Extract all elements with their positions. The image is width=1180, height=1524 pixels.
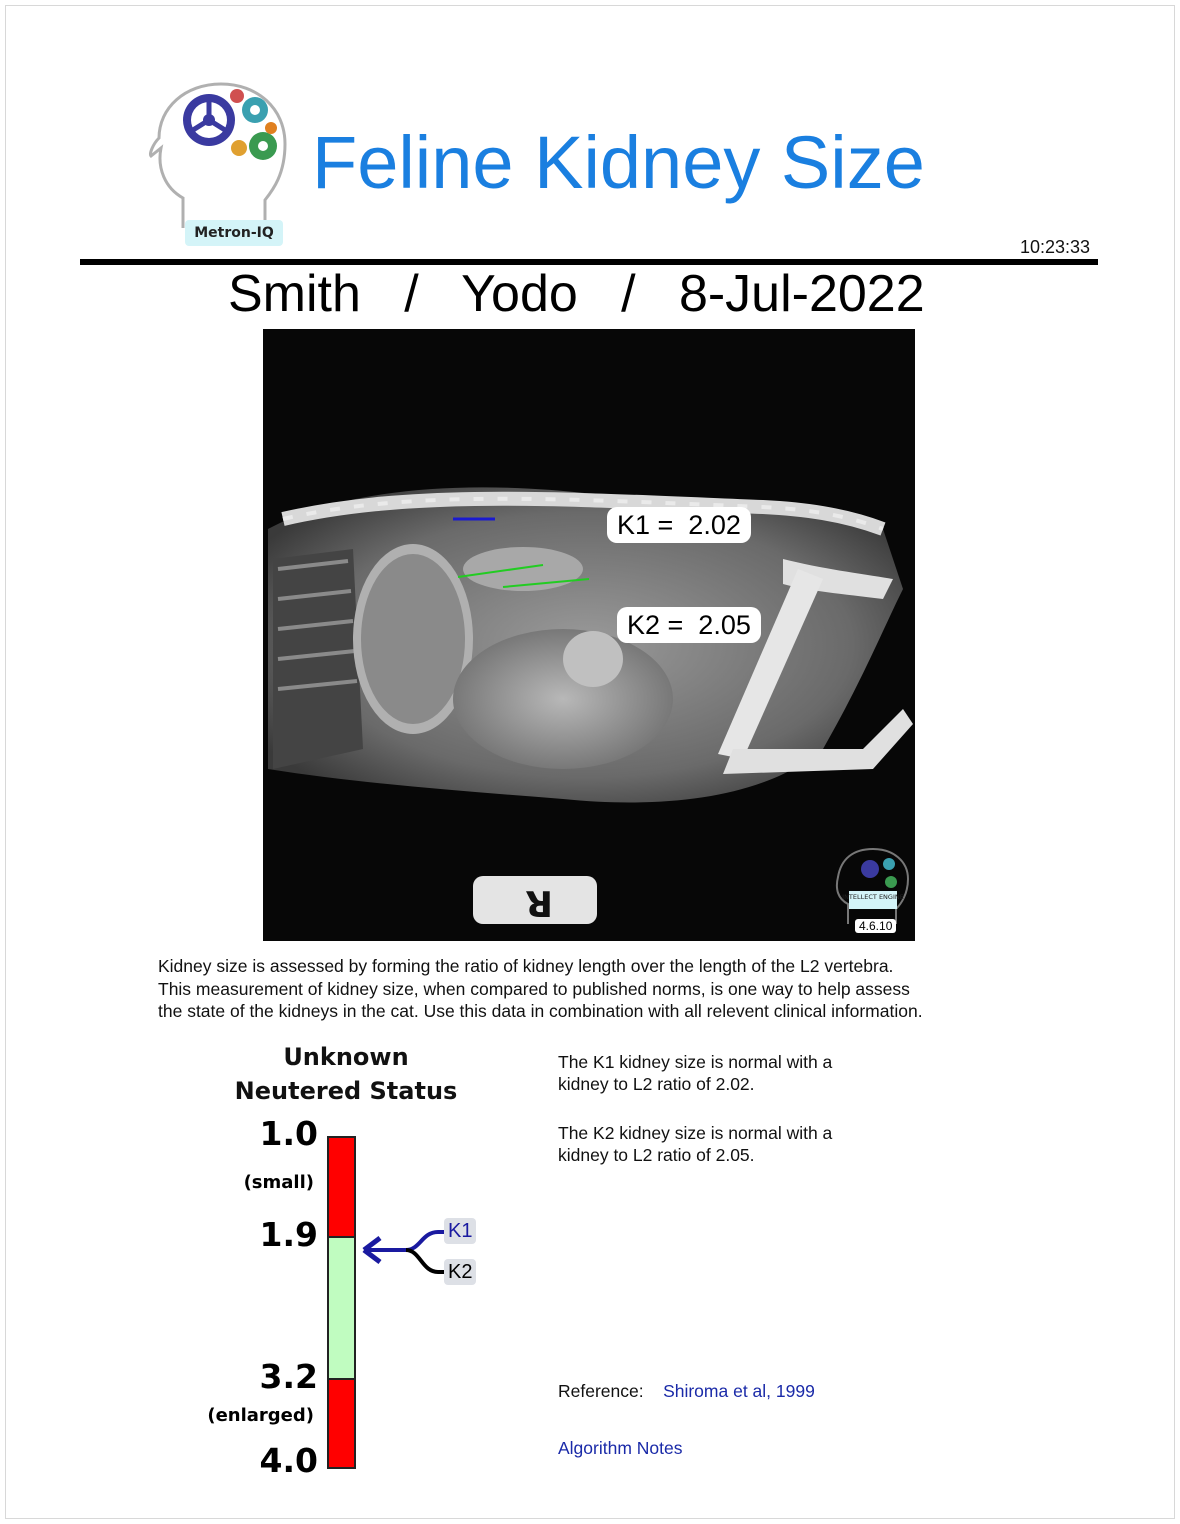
normal-range-bar — [327, 1236, 356, 1380]
page-title: Feline Kidney Size — [312, 121, 925, 204]
description-line: the state of the kidneys in the cat. Use this data in combination with all relevent clinical information. — [158, 1001, 923, 1021]
small-note: (small) — [243, 1172, 314, 1193]
k2-finding-line-1: The K2 kidney size is normal with a — [558, 1123, 833, 1143]
algorithm-notes-link[interactable]: Algorithm Notes — [558, 1438, 683, 1458]
reference-label: Reference: — [558, 1381, 644, 1401]
exam-date: 8-Jul-2022 — [678, 265, 925, 323]
engine-text: INTELLECT ENGINE — [842, 893, 904, 901]
status-line-2: Neutered Status — [234, 1077, 458, 1105]
scale-max-value: 4.0 — [259, 1441, 318, 1480]
k2-pointer — [406, 1250, 444, 1272]
k1-marker-tag: K1 — [444, 1218, 476, 1244]
xray-image — [263, 329, 915, 941]
reference-citation-link[interactable]: Shiroma et al, 1999 — [663, 1381, 815, 1401]
neutered-status-heading — [230, 1040, 462, 1108]
k1-ratio-label: K1 = 2.02 — [607, 507, 751, 543]
patient-name: Yodo — [461, 265, 578, 323]
enlarged-range-bar — [327, 1378, 356, 1469]
k2-finding-line-2: kidney to L2 ratio of 2.05. — [558, 1145, 755, 1165]
marker-letter: R — [525, 882, 553, 923]
k1-finding-line-1: The K1 kidney size is normal with a — [558, 1052, 833, 1072]
timestamp: 10:23:33 — [1020, 237, 1091, 257]
scale-low-threshold: 1.9 — [259, 1215, 318, 1254]
kidney-pointer-arrow — [360, 1220, 450, 1290]
k2-marker-tag: K2 — [444, 1259, 476, 1285]
status-line-1: Unknown — [283, 1043, 409, 1071]
patient-line: Smith / Yodo / 8-Jul-2022 — [228, 265, 925, 323]
method-description — [158, 955, 1018, 1023]
reference-line — [558, 1381, 815, 1402]
enlarged-note: (enlarged) — [207, 1405, 314, 1426]
description-line: This measurement of kidney size, when compared to published norms, is one way to help assess — [158, 978, 910, 999]
owner-name: Smith — [228, 265, 361, 323]
k1-finding-line-2: kidney to L2 ratio of 2.02. — [558, 1074, 755, 1094]
small-range-bar — [327, 1136, 356, 1238]
k2-ratio-label: K2 = 2.05 — [617, 607, 761, 643]
k2-finding — [558, 1122, 898, 1166]
brand-badge: Metron-IQ — [185, 220, 283, 246]
k1-finding — [558, 1051, 898, 1095]
engine-version: 4.6.10 — [855, 919, 896, 933]
scale-high-threshold: 3.2 — [259, 1357, 318, 1396]
description-line: Kidney size is assessed by forming the ratio of kidney length over the length of the L2 vertebra. — [158, 956, 894, 976]
scale-min-value: 1.0 — [259, 1114, 318, 1153]
